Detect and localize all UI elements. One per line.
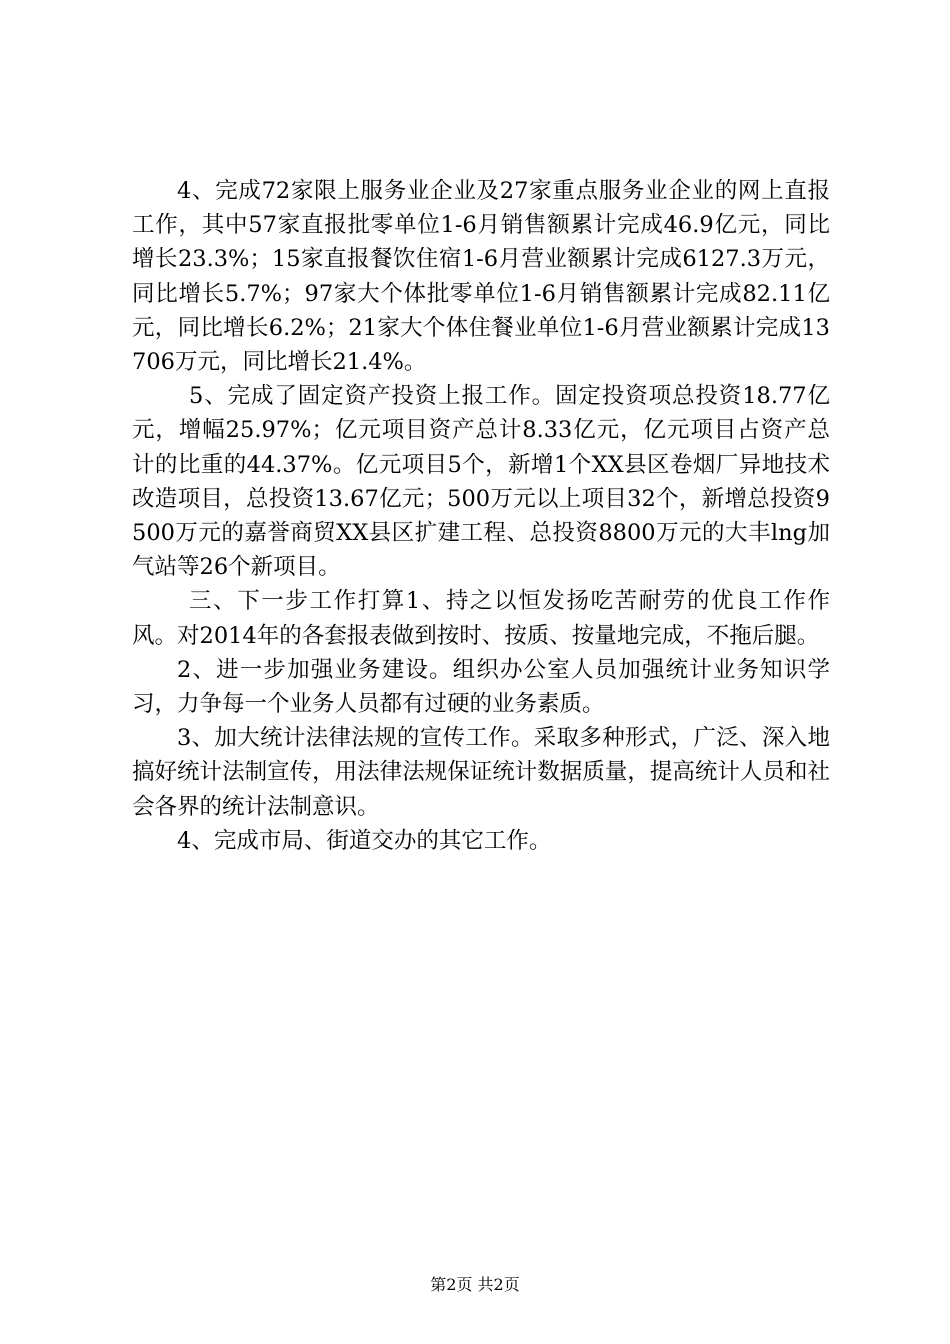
paragraph-item-4-service-enterprises: 4、完成72家限上服务业企业及27家重点服务业企业的网上直报工作，其中57家直报批零单位1-6月销售额累计完成46.9亿元，同比增长23.3%；15家直报餐饮住宿1-6月营业额累计完成6127.3万元，同比增长5.7%；97家大个体批零单位1-6月销售额累计完成82.11亿元，同比增长6.2%；21家大个体住餐业单位1-6月营业额累计完成13706万元，同比增长21.4%。 [132, 178, 830, 376]
document-body [132, 174, 830, 858]
paragraph-step-4-other-work: 4、完成市局、街道交办的其它工作。 [177, 827, 552, 854]
paragraph-section-3-next-steps: 三、下一步工作打算1、持之以恒发扬吃苦耐劳的优良工作作风。对2014年的各套报表做到按时、按质、按量地完成，不拖后腿。 [132, 588, 830, 649]
page-number-label: 第2页 共2页 [430, 1275, 520, 1294]
paragraph-step-2-business-building: 2、进一步加强业务建设。组织办公室人员加强统计业务知识学习，力争每一个业务人员都有过硬的业务素质。 [132, 656, 830, 718]
paragraph-step-3-law-publicity: 3、加大统计法律法规的宣传工作。采取多种形式，广泛、深入地搞好统计法制宣传，用法律法规保证统计数据质量，提高统计人员和社会各界的统计法制意识。 [132, 725, 830, 820]
paragraph-item-5-fixed-asset-investment: 5、完成了固定资产投资上报工作。固定投资项总投资18.77亿元，增幅25.97%；亿元项目资产总计8.33亿元，亿元项目占资产总计的比重的44.37%。亿元项目5个，新增1个XX县区卷烟厂异地技术改造项目，总投资13.67亿元；500万元以上项目32个，新增总投资9500万元的嘉誉商贸XX县区扩建工程、总投资8800万元的大丰lng加气站等26个新项目。 [132, 383, 830, 581]
page-footer [0, 1275, 950, 1295]
